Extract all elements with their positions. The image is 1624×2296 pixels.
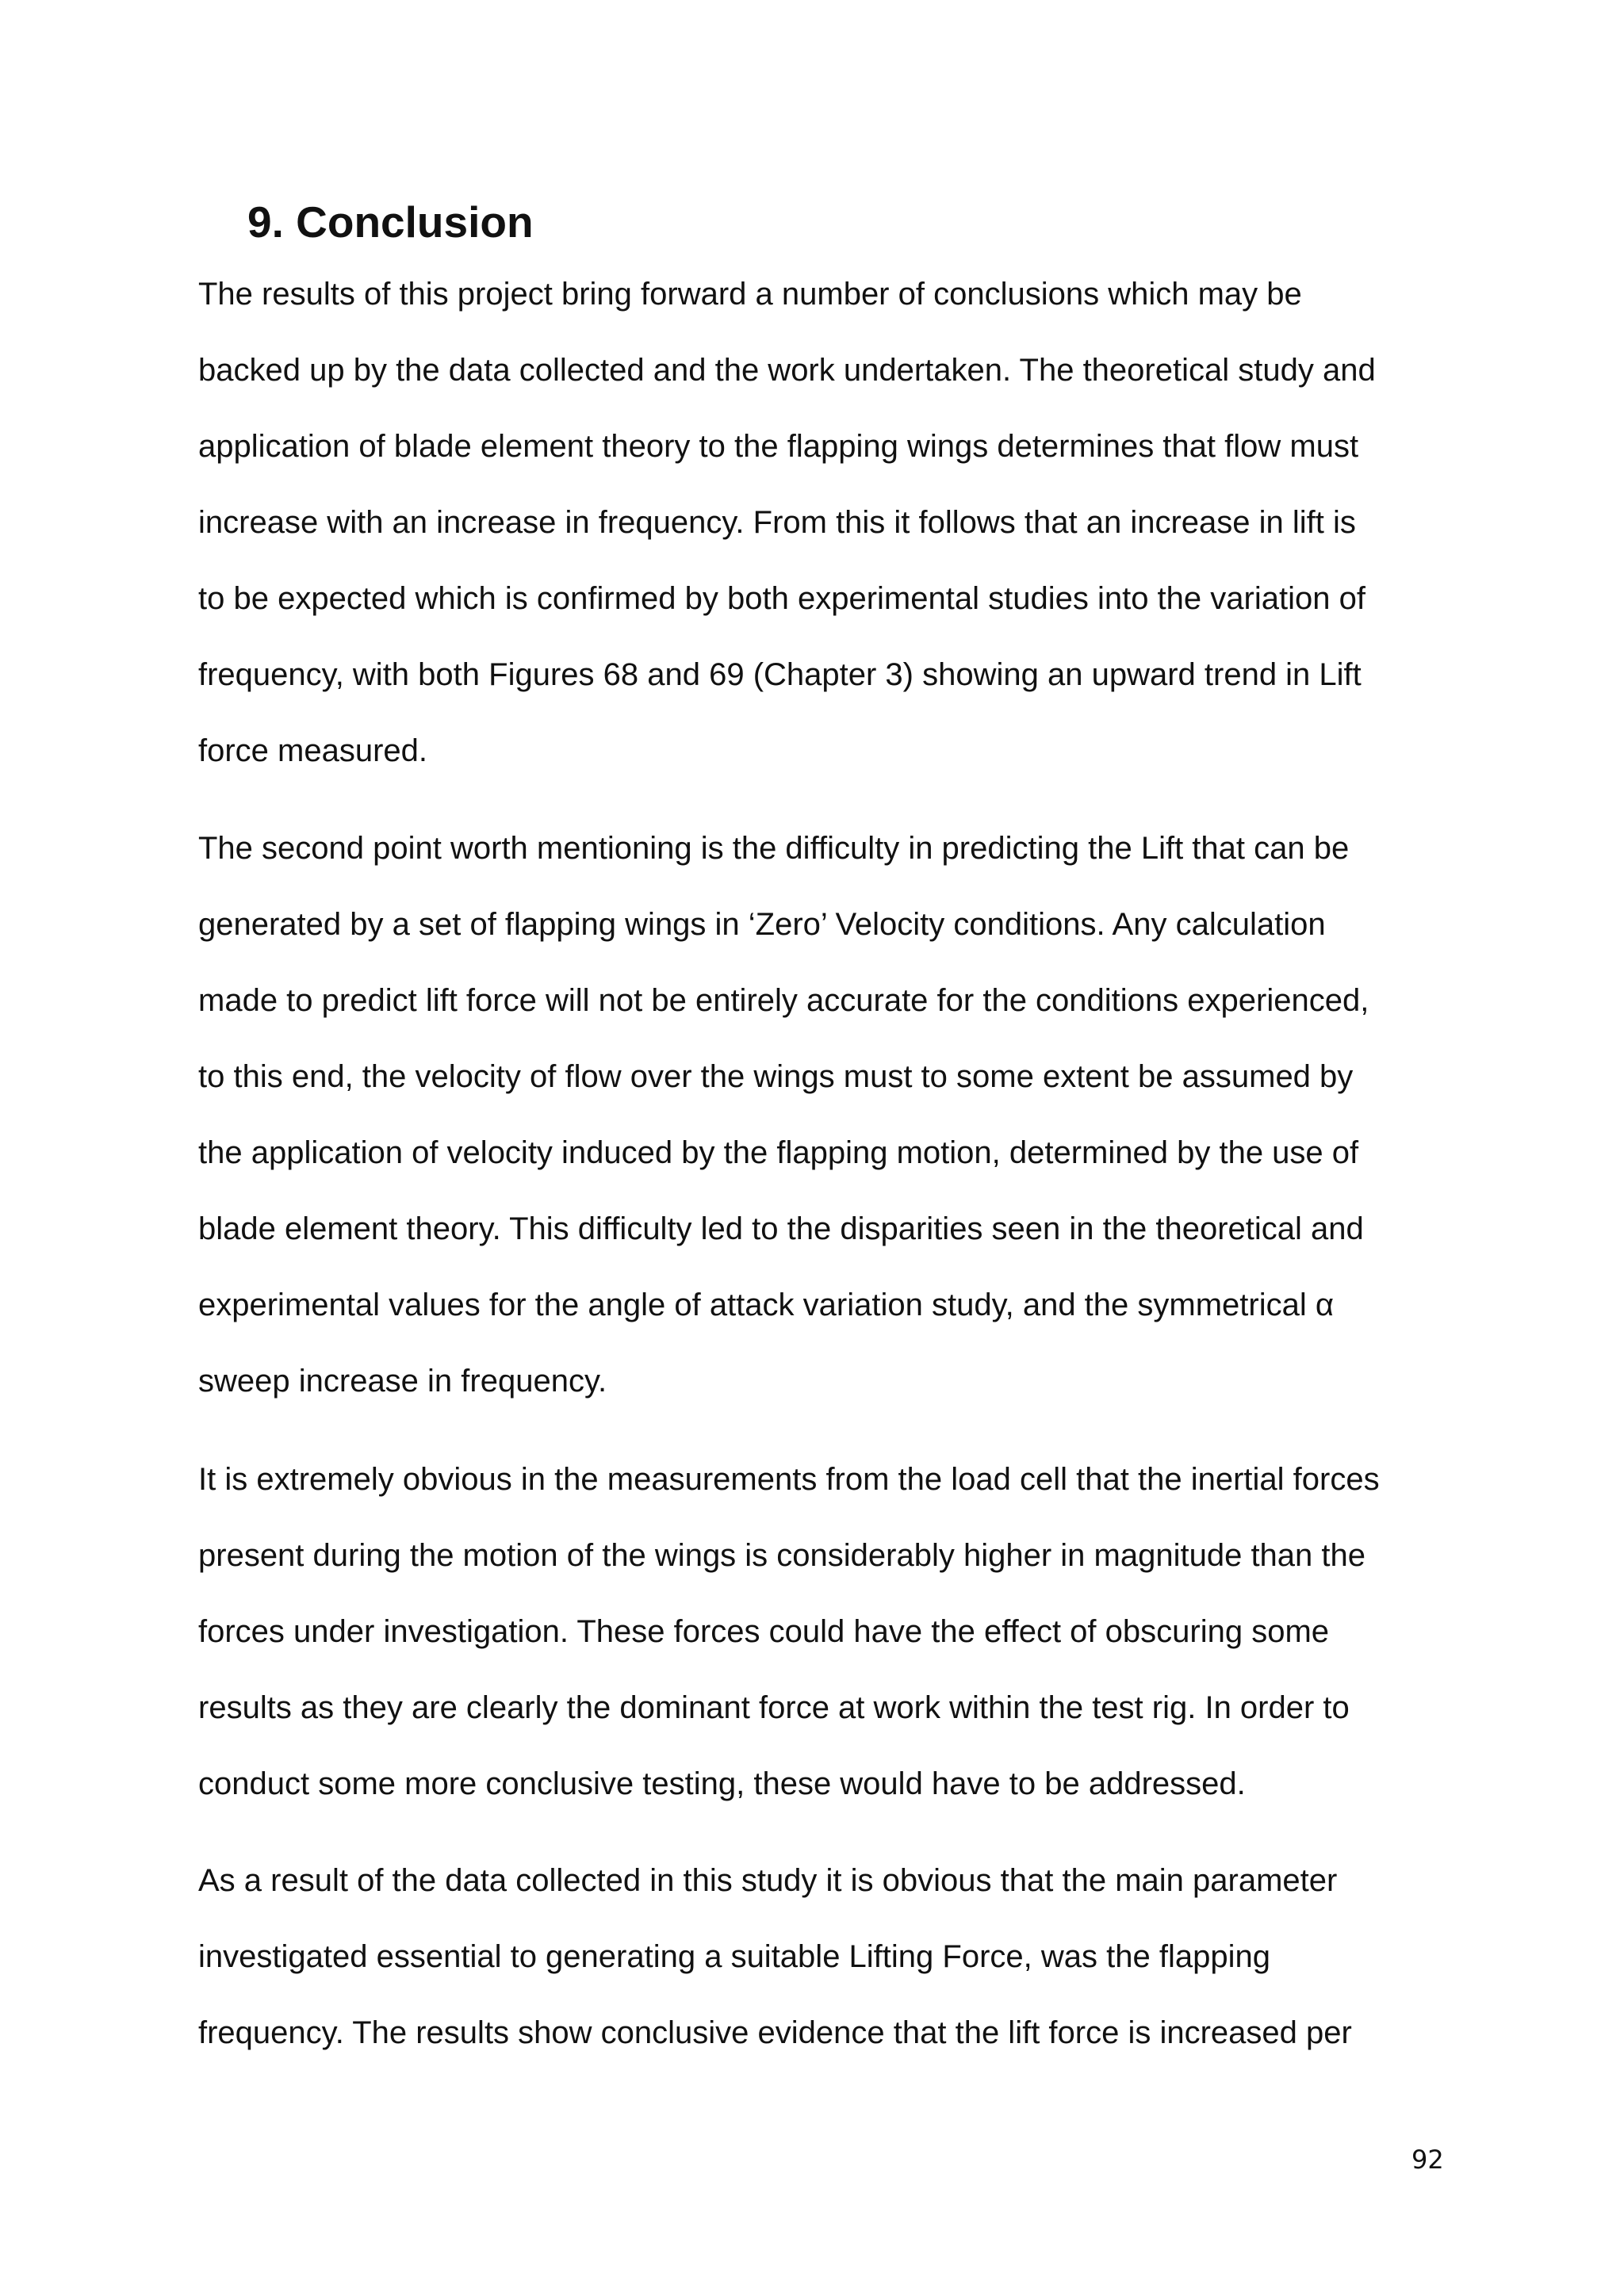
text-line: backed up by the data collected and the work undertaken. The theoretical study and: [198, 353, 1376, 388]
paragraph-1: [198, 256, 1435, 789]
text-line: conduct some more conclusive testing, these would have to be addressed.: [198, 1766, 1246, 1801]
paragraph-3: [198, 1441, 1435, 1822]
page-number: 92: [1411, 2145, 1444, 2175]
text-line: It is extremely obvious in the measurements from the load cell that the inertial forces: [198, 1462, 1380, 1497]
text-line: generated by a set of flapping wings in ‘Zero’ Velocity conditions. Any calculation: [198, 907, 1326, 942]
text-line: frequency. The results show conclusive evidence that the lift force is increased per: [198, 2015, 1352, 2050]
text-line: force measured.: [198, 733, 428, 768]
section-heading: 9. Conclusion: [247, 197, 534, 247]
paragraph-2: [198, 810, 1435, 1419]
text-line: present during the motion of the wings is considerably higher in magnitude than the: [198, 1538, 1366, 1573]
text-line: increase with an increase in frequency. From this it follows that an increase in lift is: [198, 505, 1356, 540]
text-line: The second point worth mentioning is the difficulty in predicting the Lift that can be: [198, 831, 1350, 866]
text-line: made to predict lift force will not be entirely accurate for the conditions experienced,: [198, 983, 1369, 1018]
paragraph-4: [198, 1843, 1435, 2071]
text-line: to this end, the velocity of flow over the wings must to some extent be assumed by: [198, 1059, 1354, 1094]
text-line: experimental values for the angle of attack variation study, and the symmetrical α: [198, 1288, 1334, 1322]
text-line: the application of velocity induced by the flapping motion, determined by the use of: [198, 1135, 1359, 1170]
text-line: results as they are clearly the dominant force at work within the test rig. In order to: [198, 1690, 1350, 1725]
text-line: frequency, with both Figures 68 and 69 (Chapter 3) showing an upward trend in Lift: [198, 657, 1362, 692]
text-line: The results of this project bring forward a number of conclusions which may be: [198, 277, 1302, 312]
text-line: investigated essential to generating a suitable Lifting Force, was the flapping: [198, 1939, 1270, 1974]
text-line: blade element theory. This difficulty led to the disparities seen in the theoretical and: [198, 1211, 1364, 1246]
text-line: forces under investigation. These forces could have the effect of obscuring some: [198, 1614, 1330, 1649]
text-line: As a result of the data collected in this study it is obvious that the main parameter: [198, 1863, 1338, 1898]
text-line: sweep increase in frequency.: [198, 1364, 607, 1399]
text-line: application of blade element theory to the flapping wings determines that flow must: [198, 429, 1359, 464]
text-line: to be expected which is confirmed by both experimental studies into the variation of: [198, 581, 1365, 616]
